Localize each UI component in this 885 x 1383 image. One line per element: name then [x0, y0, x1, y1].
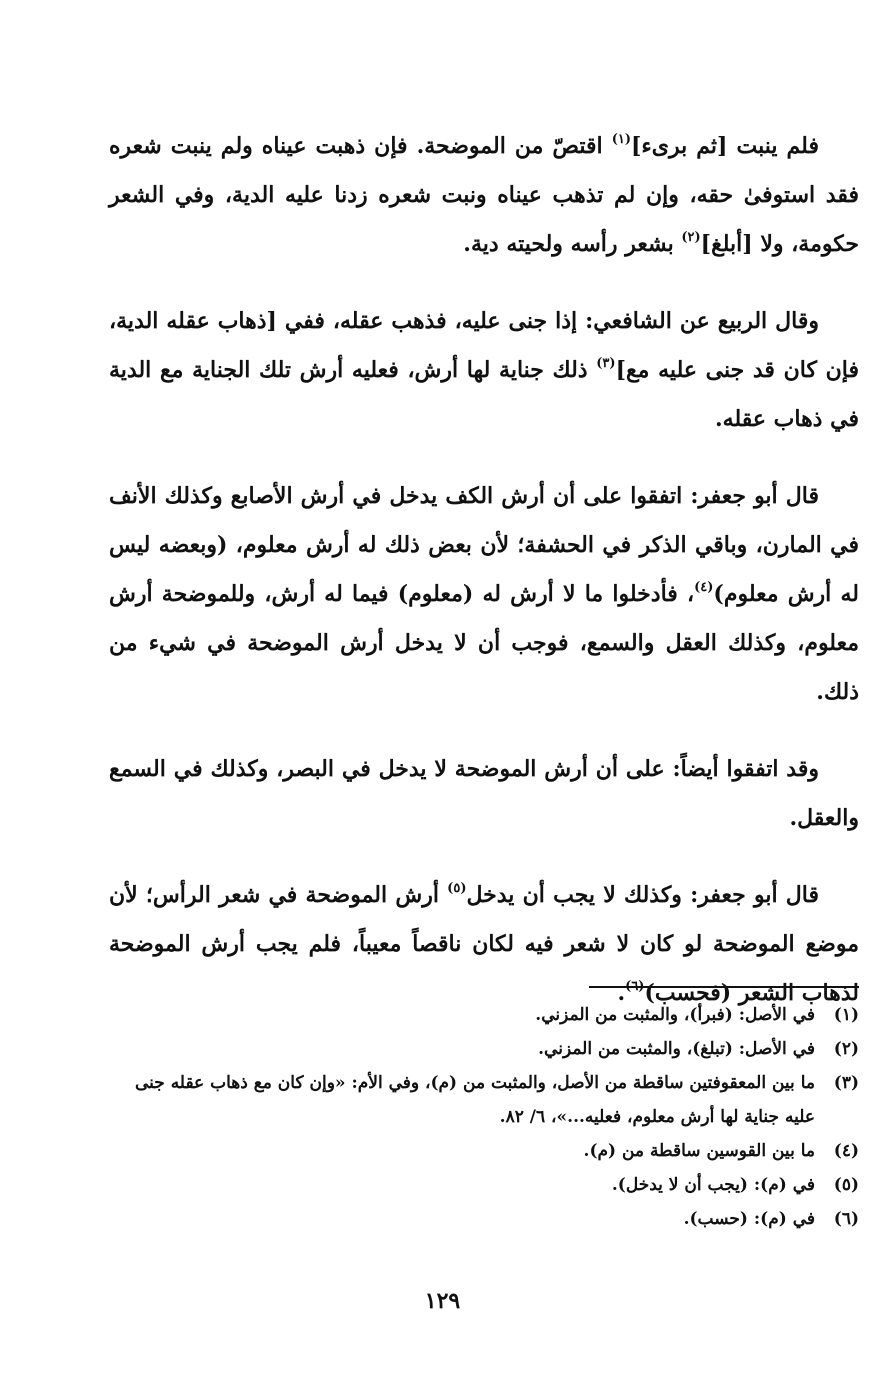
footnotes [109, 998, 859, 1236]
footnote-divider [589, 986, 859, 988]
footnote-marker: (٥) [447, 881, 467, 896]
page-number: ١٢٩ [424, 1288, 461, 1314]
text-run: وقال الربيع عن الشافعي: إذا جنى عليه، فذهب عقله، ففي [ذهاب عقله الدية، فإن كان قد جنى عليه مع] [109, 308, 859, 383]
footnote [109, 1066, 859, 1134]
footnote-number: (٢) [833, 1039, 859, 1059]
footnote [109, 1168, 859, 1202]
footnote [109, 1032, 859, 1066]
footnote [109, 1134, 859, 1168]
text-run: . [617, 980, 626, 1006]
footnote-marker: (٦) [625, 979, 645, 994]
text-run: ذلك جناية لها أرش، فعليه أرش تلك الجناية مع الدية في ذهاب عقله. [109, 357, 859, 432]
paragraph [109, 745, 859, 843]
footnote-text: في الأصل: (تبلغ)، والمثبت من المزني. [538, 1039, 815, 1059]
footnote-marker: (٣) [596, 356, 616, 371]
text-run: ، فأدخلوا ما لا أرش له (معلوم) فيما له أرش، وللموضحة أرش معلوم، وكذلك العقل والسمع، فوجب أن لا يدخل أرش الموضحة في شيء من ذلك. [109, 581, 859, 705]
main-text [109, 122, 859, 1046]
text-run: بشعر رأسه ولحيته دية. [463, 231, 682, 257]
text-run: أرش الموضحة في شعر الرأس؛ لأن موضع الموضحة لو كان لا شعر فيه لكان ناقصاً معيباً، فلم يجب أرش الموضحة لذهاب الشعر (فحسب) [109, 882, 859, 1006]
footnote-number: (٣) [833, 1073, 859, 1093]
footnote-text: في (م): (حسب). [683, 1209, 815, 1229]
paragraph [109, 871, 859, 1018]
footnote-number: (١) [833, 1005, 859, 1025]
footnote-text: ما بين المعقوفتين ساقطة من الأصل، والمثبت من (م)، وفي الأم: «وإن كان مع ذهاب عقله جنى عليه جناية لها أرش معلوم، فعليه...»، ٦/ ٨٢. [134, 1073, 815, 1127]
footnote [109, 998, 859, 1032]
footnote-marker: (٤) [694, 580, 714, 595]
footnote-marker: (٢) [681, 230, 701, 245]
footnote-marker: (١) [611, 132, 631, 147]
footnote-text: في الأصل: (فبرأ)، والمثبت من المزني. [535, 1005, 815, 1025]
text-run: اقتصّ من الموضحة. فإن ذهبت عيناه ولم ينبت شعره فقد استوفىٰ حقه، وإن لم تذهب عيناه ونبت شعره زدنا عليه الدية، وفي الشعر حكومة، ولا [أبلغ] [109, 133, 859, 257]
footnote-number: (٦) [833, 1209, 859, 1229]
text-run: فلم ينبت [ثم برىء] [631, 133, 819, 159]
footnote [109, 1202, 859, 1236]
paragraph [109, 297, 859, 444]
footnote-number: (٤) [833, 1141, 859, 1161]
footnote-text: في (م): (يجب أن لا يدخل). [611, 1175, 815, 1195]
footnote-text: ما بين القوسين ساقطة من (م). [583, 1141, 815, 1161]
text-run: قال أبو جعفر: وكذلك لا يجب أن يدخل [466, 882, 819, 908]
text-run: وقد اتفقوا أيضاً: على أن أرش الموضحة لا يدخل في البصر، وكذلك في السمع والعقل. [109, 756, 859, 831]
paragraph [109, 472, 859, 717]
text-run: قال أبو جعفر: اتفقوا على أن أرش الكف يدخل في أرش الأصابع وكذلك الأنف في المارن، وباقي الذكر في الحشفة؛ لأن بعض ذلك له أرش معلوم، (وبعضه ليس له أرش معلوم) [109, 483, 860, 607]
footnote-number: (٥) [833, 1175, 859, 1195]
paragraph [109, 122, 859, 269]
